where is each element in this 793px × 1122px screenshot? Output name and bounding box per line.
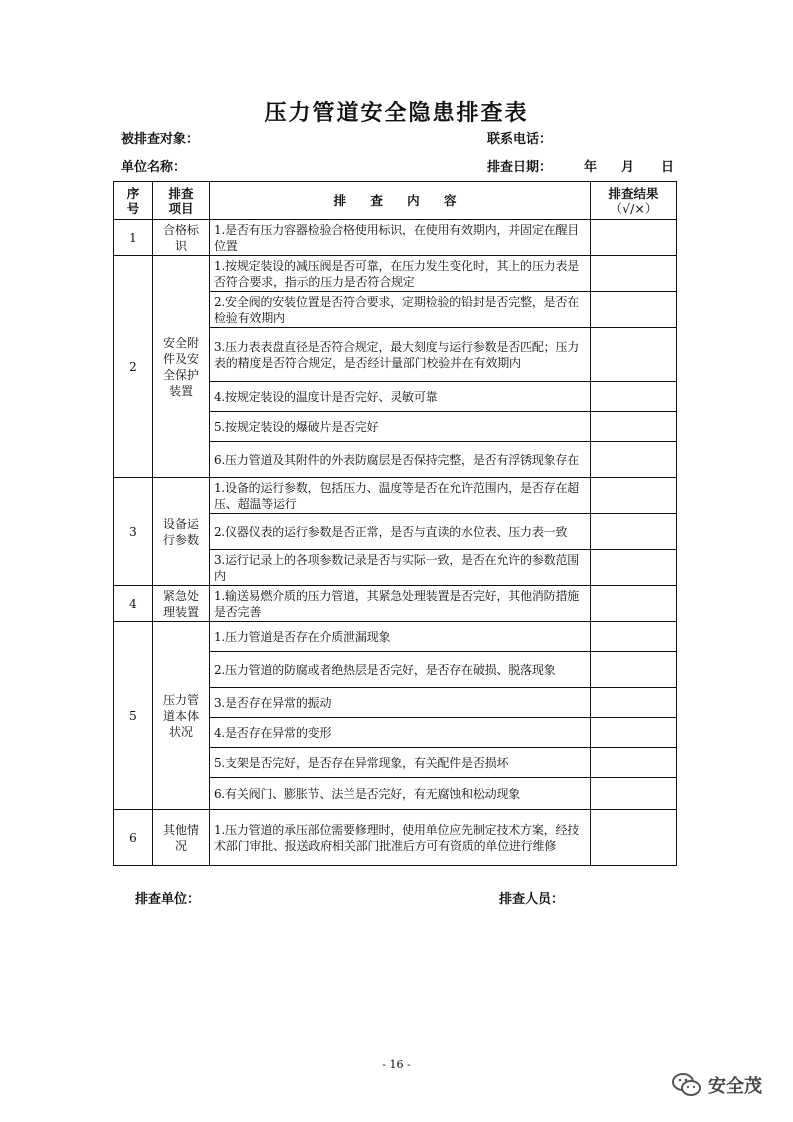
result-cell[interactable] xyxy=(591,622,677,652)
result-cell[interactable] xyxy=(591,688,677,718)
result-cell[interactable] xyxy=(591,586,677,622)
check-content: 2.安全阀的安装位置是否符合要求，定期检验的铅封是否完整，是否在检验有效期内 xyxy=(210,292,591,328)
check-content: 4.按规定装设的温度计是否完好、灵敏可靠 xyxy=(210,382,591,412)
result-cell[interactable] xyxy=(591,748,677,778)
check-content: 2.压力管道的防腐或者绝热层是否完好，是否存在破损、脱落现象 xyxy=(210,652,591,688)
table-row xyxy=(114,586,677,622)
result-cell[interactable] xyxy=(591,382,677,412)
unit-name-label: 单位名称： xyxy=(121,160,187,175)
table-header-row xyxy=(114,182,677,220)
check-content: 3.运行记录上的各项参数记录是否与实际一致，是否在允许的参数范围内 xyxy=(210,550,591,586)
date-year: 年 xyxy=(584,160,598,175)
col-no-header: 序号 xyxy=(114,182,153,220)
check-content: 6.有关阀门、膨胀节、法兰是否完好，有无腐蚀和松动现象 xyxy=(210,778,591,810)
check-item: 压力管道本体状况 xyxy=(153,622,210,810)
check-content: 1.设备的运行参数，包括压力、温度等是否在允许范围内，是否存在超压、超温等运行 xyxy=(210,478,591,514)
check-content: 1.压力管道的承压部位需要修理时，使用单位应先制定技术方案，经技术部门审批、报送政府相关部门批准后方可有资质的单位进行维修 xyxy=(210,810,591,866)
check-content: 2.仪器仪表的运行参数是否正常，是否与直读的水位表、压力表一致 xyxy=(210,514,591,550)
table-row xyxy=(114,810,677,866)
page-title: 压力管道安全隐患排查表 xyxy=(264,101,529,126)
check-content: 1.是否有压力容器检验合格使用标识，在使用有效期内，并固定在醒目位置 xyxy=(210,220,591,256)
result-cell[interactable] xyxy=(591,412,677,442)
result-cell[interactable] xyxy=(591,442,677,478)
date-month: 月 xyxy=(621,160,635,175)
check-date-label: 排查日期： xyxy=(487,160,553,175)
watermark xyxy=(672,1072,762,1098)
row-number: 4 xyxy=(114,586,153,622)
result-cell[interactable] xyxy=(591,328,677,382)
row-number: 3 xyxy=(114,478,153,586)
table-row xyxy=(114,478,677,514)
table-row xyxy=(114,256,677,292)
check-content: 6.压力管道及其附件的外表防腐层是否保持完整，是否有浮锈现象存在 xyxy=(210,442,591,478)
col-content-header: 排 查 内 容 xyxy=(210,182,591,220)
result-cell[interactable] xyxy=(591,256,677,292)
date-day: 日 xyxy=(661,160,675,175)
check-content: 1.压力管道是否存在介质泄漏现象 xyxy=(210,622,591,652)
inspection-table xyxy=(113,181,677,866)
check-item: 合格标识 xyxy=(153,220,210,256)
check-content: 1.按规定装设的减压阀是否可靠，在压力发生变化时，其上的压力表是否符合要求，指示的压力是否符合规定 xyxy=(210,256,591,292)
page-number: - 16 - xyxy=(382,1058,411,1071)
check-content: 3.是否存在异常的振动 xyxy=(210,688,591,718)
check-content: 5.按规定装设的爆破片是否完好 xyxy=(210,412,591,442)
check-content: 5.支架是否完好，是否存在异常现象，有关配件是否损坏 xyxy=(210,748,591,778)
footer-unit-label: 排查单位： xyxy=(135,892,201,907)
table-body xyxy=(114,220,677,866)
result-cell[interactable] xyxy=(591,718,677,748)
result-cell[interactable] xyxy=(591,550,677,586)
wechat-icon xyxy=(672,1072,702,1098)
row-number: 6 xyxy=(114,810,153,866)
target-label: 被排查对象： xyxy=(121,132,200,147)
result-cell[interactable] xyxy=(591,292,677,328)
check-item: 紧急处理装置 xyxy=(153,586,210,622)
table-row xyxy=(114,220,677,256)
check-content: 1.输送易燃介质的压力管道，其紧急处理装置是否完好，其他消防措施是否完善 xyxy=(210,586,591,622)
check-content: 3.压力表表盘直径是否符合规定，最大刻度与运行参数是否匹配；压力表的精度是否符合规定，是否经计量部门校验并在有效期内 xyxy=(210,328,591,382)
result-cell[interactable] xyxy=(591,810,677,866)
result-cell[interactable] xyxy=(591,778,677,810)
check-item: 设备运行参数 xyxy=(153,478,210,586)
check-content: 4.是否存在异常的变形 xyxy=(210,718,591,748)
result-cell[interactable] xyxy=(591,220,677,256)
result-cell[interactable] xyxy=(591,478,677,514)
result-cell[interactable] xyxy=(591,652,677,688)
phone-label: 联系电话： xyxy=(487,132,553,147)
table-row xyxy=(114,622,677,652)
col-item-header: 排查项目 xyxy=(153,182,210,220)
result-cell[interactable] xyxy=(591,514,677,550)
watermark-text: 安全茂 xyxy=(708,1076,762,1097)
row-number: 2 xyxy=(114,256,153,478)
col-result-header: 排查结果 （√/×） xyxy=(591,182,677,220)
row-number: 1 xyxy=(114,220,153,256)
footer-person-label: 排查人员： xyxy=(499,892,565,907)
check-item: 安全附件及安全保护装置 xyxy=(153,256,210,478)
row-number: 5 xyxy=(114,622,153,810)
check-item: 其他情况 xyxy=(153,810,210,866)
